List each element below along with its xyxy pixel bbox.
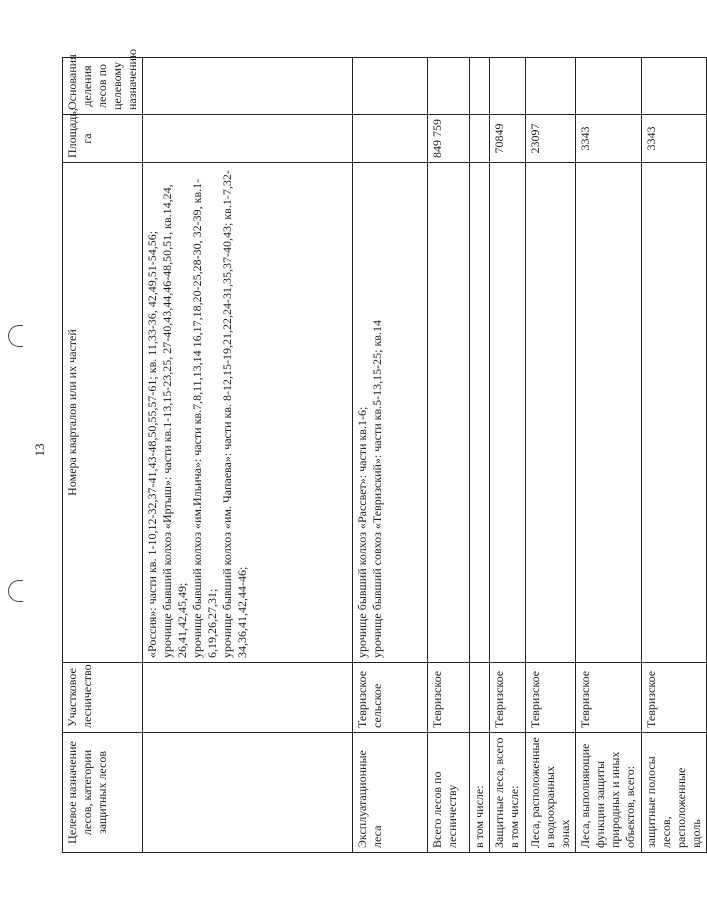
rotated-page-content xyxy=(62,49,703,853)
cell-purpose: Эксплуатационные леса xyxy=(353,733,428,853)
cell-district: Тевризское xyxy=(428,663,470,733)
cell-district: Тевризское сельское xyxy=(353,663,428,733)
quarters-line: урочище бывший колхоз «Иртыш»: части кв.1-13,15-23,25, 27-40,43,44,46-48,50,51, кв.14,24, 26,41,42,45,49; xyxy=(160,184,189,658)
cell-quarters xyxy=(526,163,576,663)
cell-purpose xyxy=(143,733,353,853)
cell-area: 70849 xyxy=(490,115,526,163)
quarters-line: урочище бывший колхоз «им. Чапаева»: части кв. 8-12,15-19,21,22,24-31,35,37-40,43; кв.1-7,32-34,36,41,42,44-46; xyxy=(220,170,249,658)
quarters-line: урочище бывший колхоз «им.Ильича»: части кв.7,8,11,13,14 16,17,18,20-25,28-30, 32-39, кв.1-6,19,26,27,31; xyxy=(190,178,219,658)
cell-quarters xyxy=(642,163,707,663)
rotated-table-wrapper xyxy=(62,49,703,853)
table-row xyxy=(642,58,707,853)
header-basis: Основания деления лесов по целевому назначению xyxy=(63,58,143,115)
table-row xyxy=(428,58,470,853)
cell-area xyxy=(143,115,353,163)
table-row xyxy=(470,58,490,853)
cell-district xyxy=(143,663,353,733)
page-number: 13 xyxy=(32,443,47,457)
quarters-line: урочище бывший совхоз «Тевризский»: части кв.5-13,15-25; кв.14 xyxy=(370,320,384,658)
header-district: Участковое лесничество xyxy=(63,663,143,733)
cell-area xyxy=(353,115,428,163)
table-row xyxy=(490,58,526,853)
cell-basis xyxy=(490,58,526,115)
cell-purpose: Защитные леса, всего в том числе: xyxy=(490,733,526,853)
cell-basis xyxy=(353,58,428,115)
cell-purpose: защитные полосы лесов, расположенные вдоль xyxy=(642,733,707,853)
cell-area: 23097 xyxy=(526,115,576,163)
cell-district: Тевризское xyxy=(642,663,707,733)
table-row xyxy=(526,58,576,853)
cell-basis xyxy=(143,58,353,115)
cell-area: 849 759 xyxy=(428,115,470,163)
cell-quarters xyxy=(353,163,428,663)
header-area: Площадь, га xyxy=(63,115,143,163)
cell-area: 3343 xyxy=(642,115,707,163)
cell-district: Тевризское xyxy=(526,663,576,733)
cell-basis xyxy=(642,58,707,115)
cell-district xyxy=(470,663,490,733)
table-row xyxy=(143,58,353,853)
cell-purpose: в том числе: xyxy=(470,733,490,853)
header-purpose: Целевое назначение лесов, категории защитных лесов xyxy=(63,733,143,853)
cell-quarters xyxy=(428,163,470,663)
cell-quarters xyxy=(470,163,490,663)
cell-purpose: Леса, выполняющие функции защиты природных и иных объектов, всего: xyxy=(576,733,642,853)
forest-purpose-table xyxy=(62,49,707,853)
cell-quarters xyxy=(143,163,353,663)
cell-area: 3343 xyxy=(576,115,642,163)
table-row xyxy=(576,58,642,853)
cell-basis xyxy=(526,58,576,115)
cell-purpose: Леса, расположенные в водоохранных зонах xyxy=(526,733,576,853)
binder-hole-bottom xyxy=(8,580,23,602)
cell-quarters xyxy=(490,163,526,663)
cell-basis xyxy=(470,58,490,115)
cell-district: Тевризское xyxy=(576,663,642,733)
binder-hole-top xyxy=(8,325,23,347)
header-quarters: Номера кварталов или их частей xyxy=(63,163,143,663)
cell-area xyxy=(470,115,490,163)
quarters-line: урочище бывший колхоз «Рассвет»: части кв.1-6; xyxy=(355,406,369,658)
cell-quarters xyxy=(576,163,642,663)
table-header-row xyxy=(63,58,143,853)
quarters-line: «Россия»: части кв. 1-10,12-32,37-41,43-48,50,55,57-61; кв. 11,33-36, 42,49,51-54,56; xyxy=(145,230,159,658)
table-row xyxy=(353,58,428,853)
cell-district: Тевризское xyxy=(490,663,526,733)
cell-basis xyxy=(576,58,642,115)
cell-purpose: Всего лесов по лесничеству xyxy=(428,733,470,853)
cell-basis xyxy=(428,58,470,115)
